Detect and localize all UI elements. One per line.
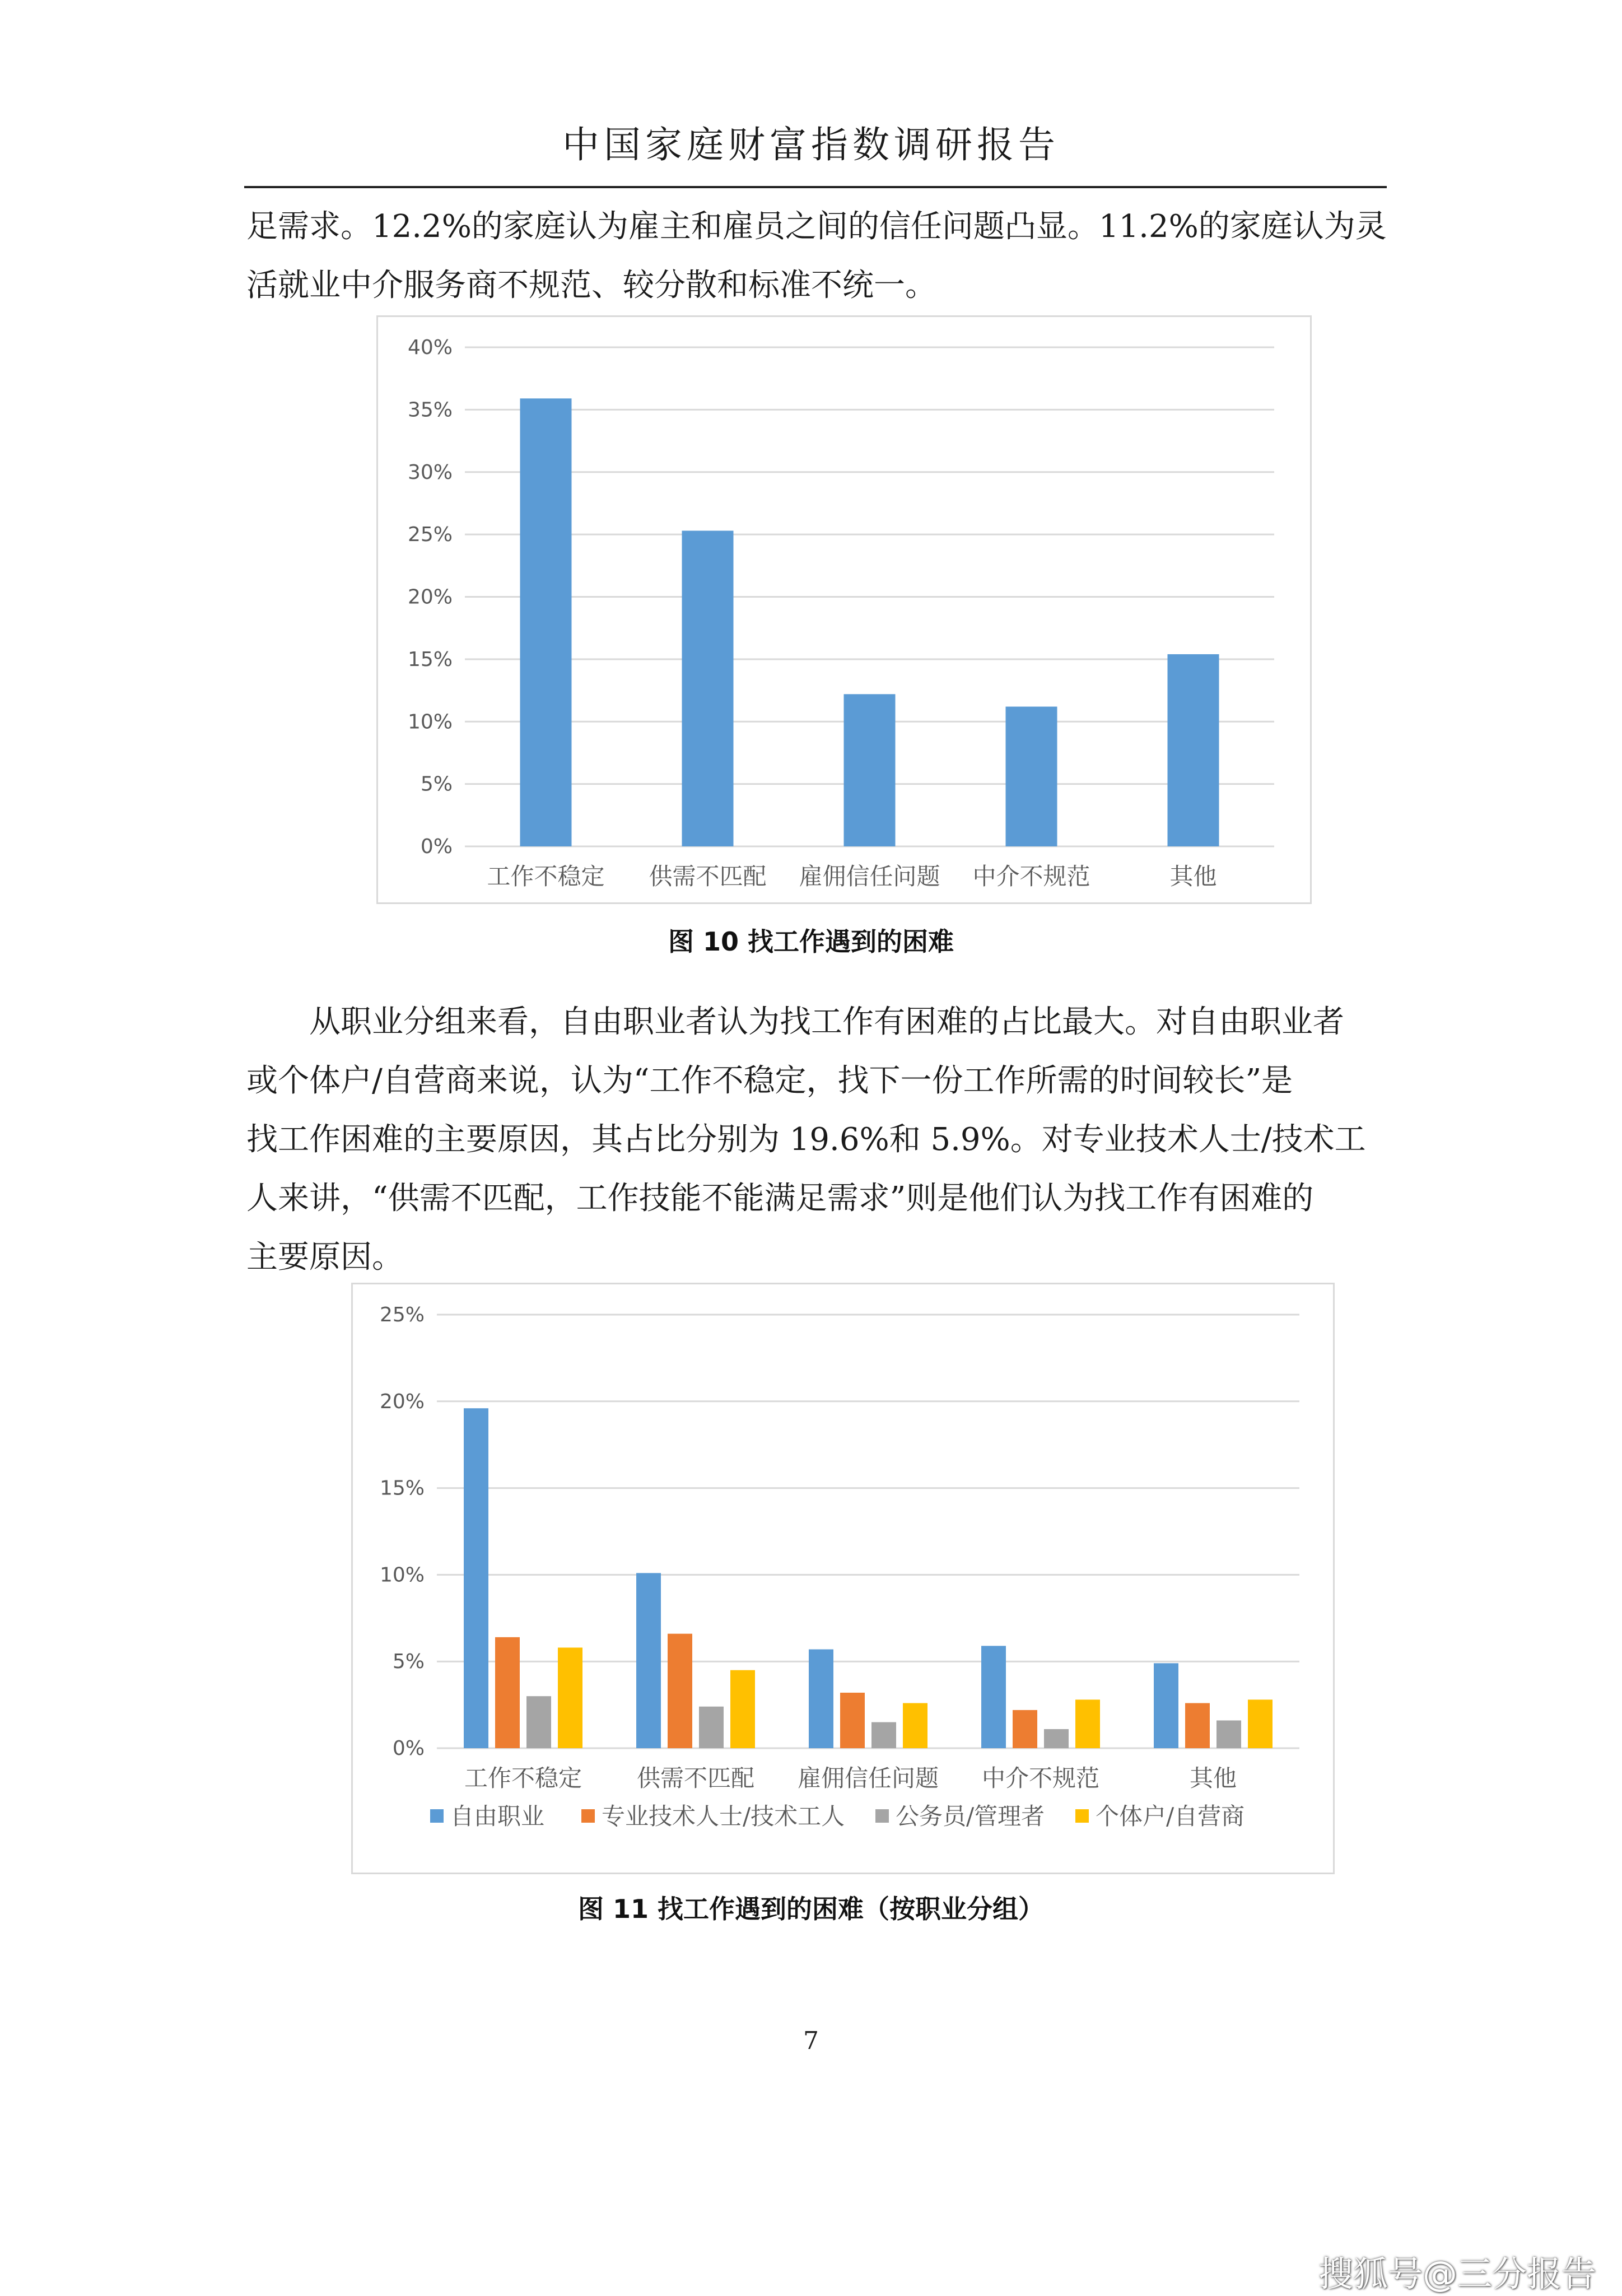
y-tick-label: 0% [392,1737,425,1760]
legend-swatch [875,1809,889,1823]
figure-10-svg [378,317,1310,902]
y-tick-label: 35% [407,398,453,422]
paragraph-1 [246,197,1389,315]
x-category-label: 供需不匹配 [649,863,767,890]
bar [526,1696,551,1748]
bar [730,1670,755,1748]
figure-10-caption: 图 10 找工作遇到的困难 [668,926,954,957]
bar [809,1650,833,1748]
page-header-title: 中国家庭财富指数调研报告 [562,123,1060,166]
y-tick-label: 40% [407,336,453,359]
x-category-label: 中介不规范 [981,1764,1100,1792]
bar [495,1637,520,1748]
bar [636,1573,661,1748]
bar [1013,1710,1037,1748]
x-category-label: 工作不稳定 [487,863,605,890]
legend-label: 个体户/自营商 [1096,1803,1245,1830]
x-category-label: 雇佣信任问题 [799,863,940,890]
bar [668,1634,692,1748]
paragraph-line: 找工作困难的主要原因，其占比分别为 19.6%和 5.9%。对专业技术人士/技术工 [246,1121,1366,1158]
bar [464,1408,488,1748]
bar [1216,1720,1241,1748]
y-tick-label: 25% [407,523,453,547]
bar [844,694,896,846]
x-category-label: 其他 [1169,863,1217,890]
y-tick-label: 0% [420,835,453,858]
bar [1185,1703,1210,1748]
paragraph-line: 从职业分组来看，自由职业者认为找工作有困难的占比最大。对自由职业者 [246,1004,1344,1040]
bar [903,1703,927,1748]
y-tick-label: 25% [379,1303,425,1326]
y-tick-label: 20% [379,1390,425,1413]
bar [682,530,734,846]
watermark: 搜狐号@三分报告 [1318,2253,1596,2294]
figure-11-caption: 图 11 找工作遇到的困难（按职业分组） [577,1894,1045,1924]
legend-label: 公务员/管理者 [896,1803,1045,1830]
y-tick-label: 15% [407,648,453,671]
legend-swatch [430,1809,444,1823]
y-tick-label: 5% [420,772,453,796]
legend-label: 自由职业 [450,1803,545,1830]
paragraph-line: 活就业中介服务商不规范、较分散和标准不统一。 [246,267,936,304]
paragraph-2 [246,993,1389,1287]
legend-label: 专业技术人士/技术工人 [602,1803,845,1830]
paragraph-line: 主要原因。 [246,1239,403,1275]
bar [1006,707,1057,846]
bar [520,398,572,846]
bar [981,1646,1006,1748]
y-tick-label: 15% [379,1477,425,1500]
bar [699,1707,724,1748]
y-tick-label: 10% [379,1563,425,1587]
bar [1044,1729,1069,1748]
x-category-label: 雇佣信任问题 [797,1764,939,1792]
paragraph-line: 或个体户/自营商来说，认为“工作不稳定，找下一份工作所需的时间较长”是 [246,1063,1293,1099]
bar [1248,1699,1273,1748]
bar [1154,1663,1178,1748]
x-category-label: 其他 [1189,1764,1237,1792]
legend-swatch [581,1809,595,1823]
y-tick-label: 10% [407,710,453,734]
header-divider [244,186,1387,188]
figure-11-chart [351,1283,1335,1874]
bar [558,1647,582,1748]
x-category-label: 供需不匹配 [636,1764,755,1792]
figure-10-chart [376,315,1312,904]
bar [840,1693,865,1748]
x-category-label: 中介不规范 [972,863,1090,890]
figure-11-svg [353,1284,1333,1873]
y-tick-label: 20% [407,585,453,609]
x-category-label: 工作不稳定 [464,1764,582,1792]
y-tick-label: 30% [407,460,453,484]
bar [871,1722,896,1748]
y-tick-label: 5% [392,1650,425,1674]
paragraph-line: 足需求。12.2%的家庭认为雇主和雇员之间的信任问题凸显。11.2%的家庭认为灵 [246,208,1387,245]
bar [1075,1699,1100,1748]
paragraph-line: 人来讲，“供需不匹配，工作技能不能满足需求”则是他们认为找工作有困难的 [246,1180,1314,1217]
legend-swatch [1075,1809,1089,1823]
bar [1168,654,1219,846]
page-number: 7 [803,2027,819,2055]
